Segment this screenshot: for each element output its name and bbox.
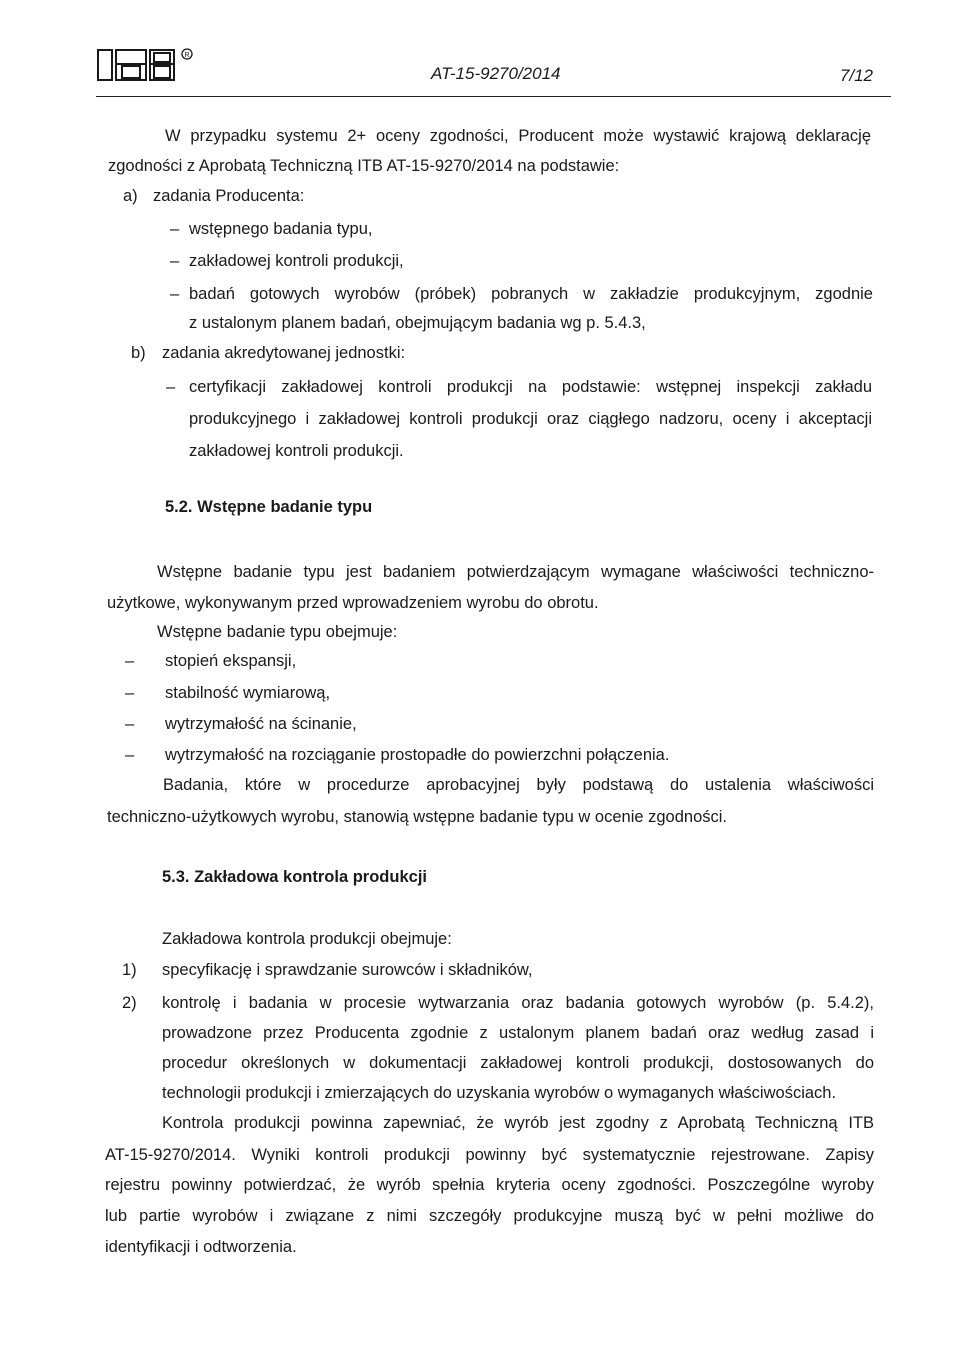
dash: – <box>170 220 180 238</box>
dash: – <box>125 715 135 733</box>
dash: – <box>166 378 176 396</box>
intro-line-2: zgodności z Aprobatą Techniczną ITB AT-15-9270/2014 na podstawie: <box>108 157 620 175</box>
list-item: wstępnego badania typu, <box>189 220 373 238</box>
list-label-b: zadania akredytowanej jednostki: <box>162 344 406 362</box>
paragraph-line: Wstępne badanie typu jest badaniem potwierdzającym wymagane właściwości techniczno- <box>157 563 874 581</box>
list-item: wytrzymałość na rozciąganie prostopadłe do powierzchni połączenia. <box>165 746 670 764</box>
list-item: zakładowej kontroli produkcji, <box>189 252 404 270</box>
section-heading-5-3: 5.3. Zakładowa kontrola produkcji <box>162 868 427 886</box>
list-intro: Zakładowa kontrola produkcji obejmuje: <box>162 930 452 948</box>
dash: – <box>170 252 180 270</box>
list-item: specyfikację i sprawdzanie surowców i składników, <box>162 961 533 979</box>
section-heading-5-2: 5.2. Wstępne badanie typu <box>165 498 373 516</box>
document-number: AT-15-9270/2014 <box>431 64 561 83</box>
paragraph-line: rejestru powinny potwierdzać, że wyrób spełnia kryteria oceny zgodności. Poszczególne wyroby <box>105 1176 874 1194</box>
itb-logo <box>96 44 218 88</box>
dash: – <box>170 285 180 303</box>
list-item-continued: z ustalonym planem badań, obejmującym badania wg p. 5.4.3, <box>189 314 646 332</box>
page-header <box>96 40 891 97</box>
list-item: stopień ekspansji, <box>165 652 297 670</box>
paragraph-line: AT-15-9270/2014. Wyniki kontroli produkcji powinny być systematycznie rejestrowane. Zapisy <box>105 1146 874 1164</box>
list-item-continued: procedur określonych w dokumentacji zakładowej kontroli produkcji, dostosowanych do <box>162 1054 874 1072</box>
list-item: kontrolę i badania w procesie wytwarzania oraz badania gotowych wyrobów (p. 5.4.2), <box>162 994 874 1012</box>
dash: – <box>125 684 135 702</box>
paragraph-line: Kontrola produkcji powinna zapewniać, że wyrób jest zgodny z Aprobatą Techniczną ITB <box>162 1114 874 1132</box>
list-item-continued: zakładowej kontroli produkcji. <box>189 442 404 460</box>
list-item: certyfikacji zakładowej kontroli produkcji na podstawie: wstępnej inspekcji zakładu <box>189 378 872 396</box>
page-number: 7/12 <box>839 66 873 85</box>
paragraph-line: Badania, które w procedurze aprobacyjnej były podstawą do ustalenia właściwości <box>163 776 874 794</box>
list-item: wytrzymałość na ścinanie, <box>165 715 357 733</box>
list-marker-2: 2) <box>122 994 137 1012</box>
list-item: stabilność wymiarową, <box>165 684 331 702</box>
list-intro: Wstępne badanie typu obejmuje: <box>157 623 398 641</box>
list-item: badań gotowych wyrobów (próbek) pobranych w zakładzie produkcyjnym, zgodnie <box>189 285 873 303</box>
paragraph-line: użytkowe, wykonywanym przed wprowadzeniem wyrobu do obrotu. <box>107 594 599 612</box>
intro-line-1: W przypadku systemu 2+ oceny zgodności, Producent może wystawić krajową deklarację <box>165 127 871 145</box>
list-item-continued: produkcyjnego i zakładowej kontroli produkcji oraz ciągłego nadzoru, oceny i akceptacji <box>189 410 872 428</box>
svg-text:R: R <box>184 52 190 59</box>
paragraph-line: lub partie wyrobów i związane z nimi szczegóły produkcyjne muszą być w pełni możliwe do <box>105 1207 874 1225</box>
paragraph-line: techniczno-użytkowych wyrobu, stanowią wstępne badanie typu w ocenie zgodności. <box>107 808 728 826</box>
list-marker-a: a) <box>123 187 138 205</box>
list-item-continued: technologii produkcji i zmierzających do uzyskania wyrobów o wymaganych właściwościach. <box>162 1084 837 1102</box>
list-marker-1: 1) <box>122 961 137 979</box>
dash: – <box>125 652 135 670</box>
list-item-continued: prowadzone przez Producenta zgodnie z ustalonym planem badań oraz według zasad i <box>162 1024 874 1042</box>
paragraph-line: identyfikacji i odtworzenia. <box>105 1238 297 1256</box>
dash: – <box>125 746 135 764</box>
list-label-a: zadania Producenta: <box>153 187 305 205</box>
list-marker-b: b) <box>131 344 146 362</box>
